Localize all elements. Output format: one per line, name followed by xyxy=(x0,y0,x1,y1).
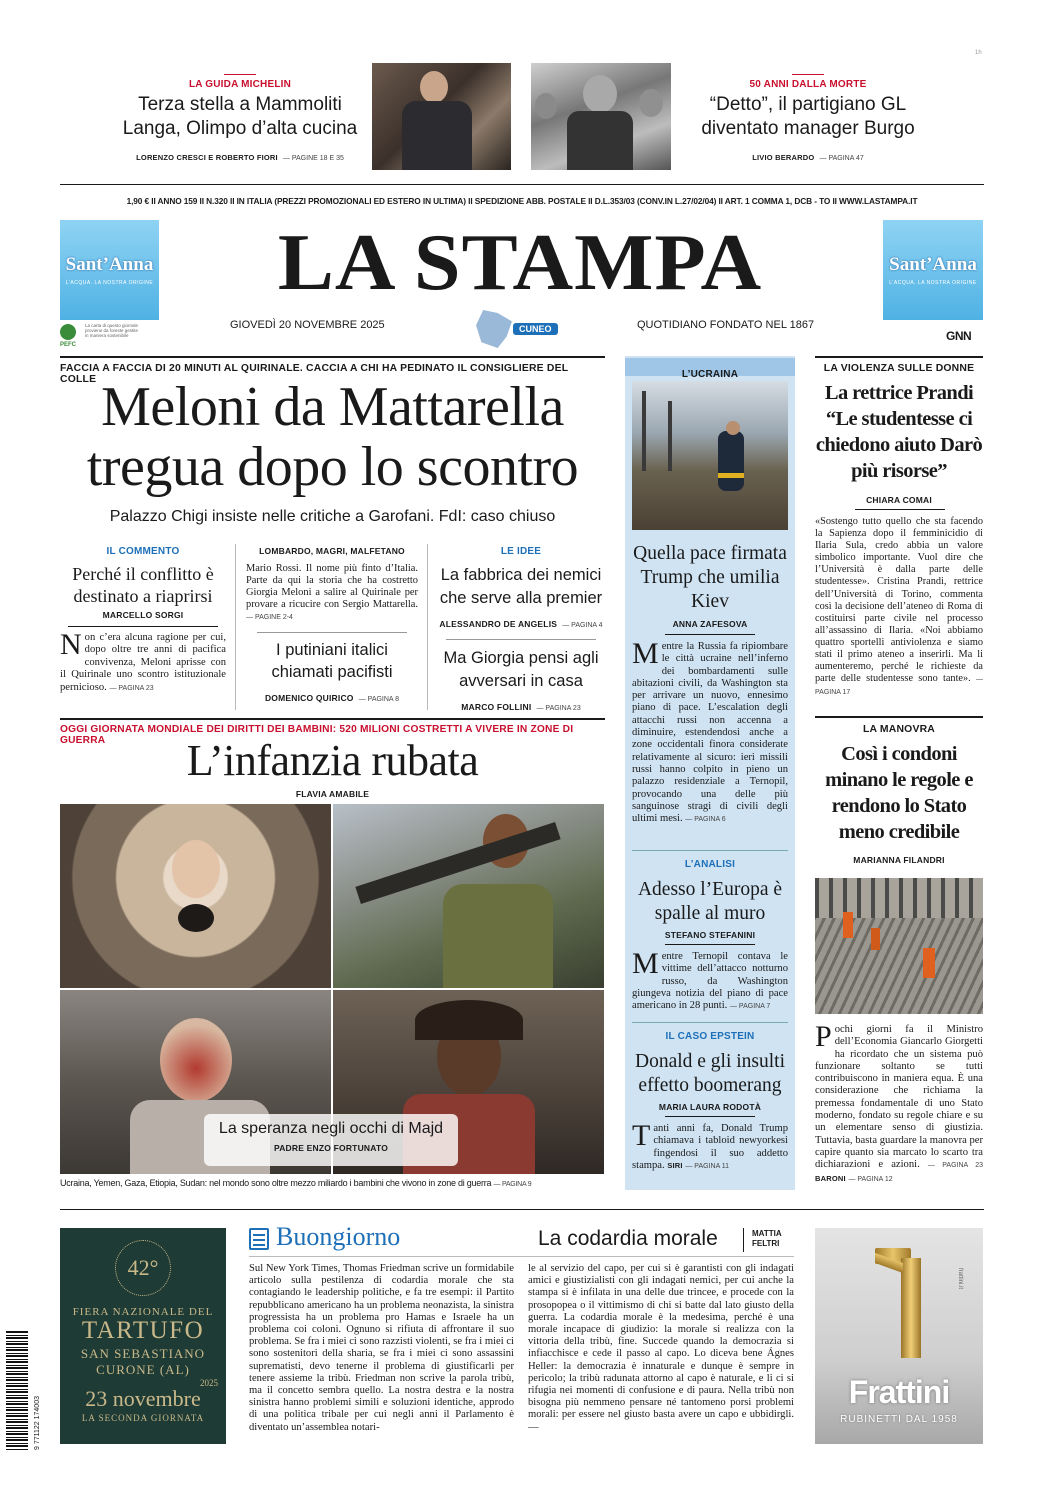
masthead-title[interactable]: LA STAMPA xyxy=(277,217,763,308)
teaser-detto-page: — PAGINA 47 xyxy=(819,155,864,162)
frattini-brand: Frattini xyxy=(848,1374,950,1410)
tartufo-line4: CURONE (AL) xyxy=(96,1362,190,1377)
idee-page: — PAGINA 4 xyxy=(562,622,603,629)
manovra-byline: MARIANNA FILANDRI xyxy=(853,855,945,865)
photo-construction xyxy=(815,878,983,1014)
buongiorno-author-1: MATTIA xyxy=(752,1229,782,1238)
ad-frattini[interactable] xyxy=(815,1228,983,1444)
tartufo-sub: LA SECONDA GIORNATA xyxy=(81,1413,205,1423)
infanzia-caption-row xyxy=(60,1178,605,1188)
right-body: «Sostengo tutto quello che sta facendo la Sapienza dopo il femminicidio di Ilaria Sula, credo abbia un valore simbolico importante. Vuol dire che l’Università è dalla parte delle studentesse». Cristina Prandi, rettrice dell’Università di Torino, commenta così la decisione dell’ateneo di Roma di costituirsi parte civile nel processo all’assassino di Ilaria. «Noi abbiamo quattro sportelli antiviolenza e siamo stati il primo ateneo a inserirli. Ma li aumenteremo, perché le richieste da parte delle studentesse sono tante». xyxy=(815,516,983,685)
teaser-detto-title-1: “Detto”, il partigiano GL xyxy=(709,94,907,115)
right-top-rule xyxy=(815,356,983,358)
santanna-sub-left: L’ACQUA. LA NOSTRA ORIGINE xyxy=(65,280,154,286)
idee-byline: ALESSANDRO DE ANGELIS xyxy=(439,619,558,629)
analisi-kicker: L’ANALISI xyxy=(684,859,736,870)
majd-title: La speranza negli occhi di Majd xyxy=(218,1120,444,1137)
epstein-page: — PAGINA 11 xyxy=(685,1162,730,1170)
commento-page: — PAGINA 23 xyxy=(109,684,154,692)
idee-kicker: LE IDEE xyxy=(500,546,542,557)
infanzia-byline: FLAVIA AMABILE xyxy=(295,789,370,799)
analisi-page: — PAGINA 7 xyxy=(729,1003,771,1011)
center-title: I putiniani italici chiamati pacifisti xyxy=(271,641,393,681)
col-divider-2 xyxy=(427,544,428,710)
analisi-title[interactable]: Adesso l’Europa è spalle al muro xyxy=(637,879,783,924)
photo-partigiano xyxy=(531,63,671,170)
manovra-tail: BARONI xyxy=(815,1173,846,1183)
photo-child-blanket xyxy=(60,804,331,988)
epstein-byline-rule xyxy=(665,1116,755,1117)
barcode-number: 9 771122 174003 xyxy=(34,1396,41,1450)
photo-chef xyxy=(372,63,511,170)
center-title-byline: DOMENICO QUIRICO xyxy=(264,693,354,703)
buongiorno-rule xyxy=(249,1256,794,1257)
commento-title: Perché il conflitto è destinato a riaprirsi xyxy=(72,564,214,606)
pefc-label: PEFC xyxy=(60,342,77,348)
tartufo-line2: TARTUFO xyxy=(81,1317,205,1344)
epstein-kicker: IL CASO EPSTEIN xyxy=(665,1031,755,1042)
ad-tartufo[interactable] xyxy=(60,1228,226,1444)
tartufo-date: 23 novembre xyxy=(85,1386,201,1411)
epstein-rule xyxy=(632,1022,788,1023)
idee-byline-2: MARCO FOLLINI xyxy=(461,702,532,712)
center-body: Mario Rossi. Il nome più finto d’Italia. Parte da qui la storia che ha costretto Giorgia Meloni a salire al Quirinale per provare a ricucire con Sergio Mattarella. xyxy=(246,563,418,610)
epstein-byline: MARIA LAURA RODOTÀ xyxy=(658,1102,762,1112)
ucraina-kicker-bar xyxy=(625,358,795,380)
majd-overlay[interactable] xyxy=(204,1114,458,1166)
teaser-michelin[interactable] xyxy=(110,74,370,164)
manovra-title[interactable]: Così i condoni minano le regole e rendono lo Stato meno credibile xyxy=(825,743,973,843)
ucraina-article[interactable] xyxy=(632,637,788,826)
masthead-founded: QUOTIDIANO FONDATO NEL 1867 xyxy=(637,319,815,331)
bottom-divider xyxy=(60,1209,984,1210)
infanzia-caption-page: — PAGINA 9 xyxy=(493,1181,532,1188)
epstein-title[interactable]: Donald e gli insulti effetto boomerang xyxy=(634,1051,786,1096)
analisi-rule xyxy=(632,850,788,851)
manovra-page: — PAGINA 23 xyxy=(927,1162,983,1170)
analisi-body: entre Ternopil contava le vittime dell’attacco notturno russo, da Washington giungeva notizia del piano di pace americano in 28 punti. xyxy=(632,951,788,1012)
lead-top-rule xyxy=(60,356,605,358)
top-divider xyxy=(60,184,984,185)
teaser-detto-kicker: 50 ANNI DALLA MORTE xyxy=(749,79,867,90)
buongiorno-author xyxy=(752,1229,782,1249)
santanna-sub-right: L’ACQUA. LA NOSTRA ORIGINE xyxy=(889,280,977,286)
photo-child-gun xyxy=(333,804,604,988)
ucraina-dropcap: M xyxy=(632,637,659,670)
buongiorno-col2[interactable]: le al servizio del capo, per cui si è garantisti con gli indagati amici e giustizialisti con gli indagati nemici, per cui anche la stampa si è infilata in una delle due trincee, e procede con la prosopopea o il vittimismo di chi si batte dal lato giusto della guerra. La codardia morale è la medesima, perché è una morale incapace di giudizio: la morale si realizza con la vittoria della tribù, fine. Succede quando la democrazia si infiacchisce e cede il passo al capo. Lo diceva bene Ágnes Heller: la democrazia è innaturale e dunque è sempre in pericolo; la tribù radunata attorno al capo è naturale, e li ci si rifugia nei momenti di confusione e di paura. Nella tribù non bisogna più nemmeno pensare né tantomeno porsi problemi morali: per essere nel giusto basta avere un capo e ubbidirgli. — xyxy=(528,1263,794,1433)
santanna-logo-right: Sant’Anna xyxy=(889,254,977,275)
buongiorno-title[interactable]: Buongiorno xyxy=(276,1222,401,1251)
commento-dropcap: N xyxy=(60,628,82,661)
infanzia-kicker: OGGI GIORNATA MONDIALE DEI DIRITTI DEI BAMBINI: 520 MILIONI COSTRETTI A VIVERE IN ZONE DI GUERRA xyxy=(60,724,574,746)
commento-byline: MARCELLO SORGI xyxy=(102,610,184,620)
lead-kicker: FACCIA A FACCIA DI 20 MINUTI AL QUIRINALE. CACCIA A CHI HA PEDINATO IL CONSIGLIERE DEL COLLE xyxy=(60,363,569,385)
epstein-article[interactable] xyxy=(632,1119,788,1173)
epstein-body: anti anni fa, Donald Trump chiamava i tabloid newyorkesi fingendosi il suo addetto stampa. xyxy=(632,1123,788,1171)
teaser-michelin-title-2: Langa, Olimpo d’alta cucina xyxy=(122,118,358,139)
ucraina-rule xyxy=(665,634,755,635)
pefc-icon xyxy=(60,324,76,340)
info-bar: 1,90 € II ANNO 159 II N.320 II IN ITALIA (PREZZI PROMOZIONALI ED ESTERO IN ULTIMA) II SPEDIZIONE ABB. POSTALE II D.L.353/03 (CONV.IN L.27/02/04) II ART. 1 COMMA 1, DCB - TO II WWW.LASTAMPA.IT xyxy=(126,196,918,206)
manovra-article[interactable] xyxy=(815,1020,983,1186)
tartufo-number: 42° xyxy=(127,1255,159,1280)
right-byline: CHIARA COMAI xyxy=(866,495,932,505)
piemonte-map-icon xyxy=(476,310,512,348)
idee-title-2: Ma Giorgia pensi agli avversari in casa xyxy=(443,649,599,690)
right-title[interactable]: La rettrice Prandi “Le studentesse ci chiedono aiuto Darò più risorse” xyxy=(815,382,983,482)
right-byline-rule xyxy=(855,509,945,510)
analisi-byline: STEFANO STEFANINI xyxy=(664,930,756,940)
epstein-dropcap: T xyxy=(632,1119,651,1152)
tartufo-year: 2025 xyxy=(200,1378,218,1388)
center-title-page: — PAGINA 8 xyxy=(358,696,400,703)
col-divider-1 xyxy=(235,544,236,710)
teaser-detto[interactable] xyxy=(678,74,938,164)
barcode xyxy=(6,1330,28,1450)
epstein-tail: SIRI xyxy=(667,1160,683,1170)
manovra-dropcap: P xyxy=(815,1020,832,1053)
teaser-detto-title-2: diventato manager Burgo xyxy=(701,118,915,139)
tartufo-line3: SAN SEBASTIANO xyxy=(80,1346,206,1361)
tartufo-line1: FIERA NAZIONALE DEL xyxy=(72,1306,214,1318)
manovra-kicker: LA MANOVRA xyxy=(862,724,936,735)
buongiorno-author-rule xyxy=(743,1228,744,1252)
commento-kicker: IL COMMENTO xyxy=(106,546,180,557)
idee-page-2: — PAGINA 23 xyxy=(536,705,581,712)
corner-mark: 1h xyxy=(975,50,982,56)
ucraina-title[interactable]: Quella pace firmata Trump che umilia Kiev xyxy=(633,543,787,612)
infanzia-headline[interactable]: L’infanzia rubata xyxy=(186,736,479,785)
majd-byline: PADRE ENZO FORTUNATO xyxy=(273,1143,389,1153)
ucraina-byline: ANNA ZAFESOVA xyxy=(672,619,748,629)
analisi-dropcap: M xyxy=(632,947,659,980)
masthead-date: GIOVEDÌ 20 NOVEMBRE 2025 xyxy=(230,319,385,331)
edition-badge[interactable]: CUNEO xyxy=(513,323,558,335)
ucraina-kicker: L’UCRAINA xyxy=(681,369,739,380)
teaser-michelin-byline: LORENZO CRESCI E ROBERTO FIORI xyxy=(136,153,278,162)
ad-santanna-left[interactable] xyxy=(60,220,159,320)
lead-headline-2[interactable]: tregua dopo lo scontro xyxy=(86,436,579,498)
manovra-top-rule xyxy=(815,716,983,718)
frattini-sub: RUBINETTI DAL 1958 xyxy=(840,1414,958,1425)
manovra-body: ochi giorni fa il Ministro dell’Economia Giancarlo Giorgetti ha ricordato che un sistema può funzionare soltanto se tutti contribuiscono in maniera equa. È una considerazione che richiama la premessa fondamentale di uno Stato moderno, fondato su regole chiare e su un elementare senso di giustizia. Tuttavia, basta guardare la manovra per capire quanto sia marcato lo scarto tra dichiarazioni e azioni. xyxy=(815,1024,983,1171)
buongiorno-subtitle[interactable]: La codardia morale xyxy=(538,1227,718,1250)
ad-santanna-right[interactable] xyxy=(883,220,983,320)
buongiorno-icon xyxy=(249,1228,269,1250)
ucraina-body: entre la Russia fa ripiombare le città ucraine nell’inferno dei bombardamenti sulle abitazioni civili, da Washington sta per arrivare un nuovo, ennesimo piano di pace. L’escalation degli attacchi russi non accenna a diminuire, estendendosi anche a zone occidentali finora considerate relativamente al sicuro: ieri missili russi hanno colpito in pieno un palazzo residenziale a Ternopil, provocando una delle più sanguinose stragi di civili degli ultimi mesi. xyxy=(632,641,788,825)
center-byline: LOMBARDO, MAGRI, MALFETANO xyxy=(259,546,405,556)
lead-headline-1[interactable]: Meloni da Mattarella xyxy=(101,376,564,438)
teaser-michelin-title-1: Terza stella a Mammoliti xyxy=(138,94,342,115)
commento-body: on c’era alcuna ragione per cui, dopo oltre tre anni di pacifica convivenza, Meloni aprisse con il Quirinale uno scontro istituzionale pernicioso. xyxy=(60,632,226,693)
ucraina-page: — PAGINA 6 xyxy=(685,816,726,824)
teaser-michelin-page: — PAGINE 18 E 35 xyxy=(282,155,344,162)
manovra-tail-page: — PAGINA 12 xyxy=(848,1175,893,1183)
right-article[interactable] xyxy=(815,516,983,699)
right-kicker: LA VIOLENZA SULLE DONNE xyxy=(823,363,975,374)
infanzia-top-rule xyxy=(60,718,605,720)
analisi-byline-rule xyxy=(665,944,755,945)
right-page: — PAGINA 17 xyxy=(815,676,983,697)
commento-article[interactable] xyxy=(60,546,226,695)
teaser-detto-byline: LIVIO BERARDO xyxy=(752,153,815,162)
pefc-note: La carta di questo giornale proviene da foreste gestite in maniera sostenibile xyxy=(85,323,139,338)
gnn-logo: GNN xyxy=(946,329,972,343)
center-article[interactable] xyxy=(246,546,418,705)
idee-title: La fabbrica dei nemici che serve alla premier xyxy=(439,566,603,607)
buongiorno-author-2: FELTRI xyxy=(752,1239,780,1248)
buongiorno-col1[interactable]: Sul New York Times, Thomas Friedman scrive un formidabile articolo sulla pestilenza di codardia morale che sta contagiando le leadership politiche, e fa tre esempi: il Partito repubblicano americano ha un problema neonazista, la sinistra progressista ha un problema pro Hamas e Israele ha un problema coi coloni. Ognuno si rifiuta di affrontare il suo problema. Se fra i miei ci sono razzisti violenti, se fra i miei ci sono sostenitori della sharia, se fra i miei ci sono assassini suprematisti, devo tenerne il problema di giustificarli per tenere assieme la tribù. Friedman non scrive la parola tribù, ma il concetto sembra quello. La nostra destra e la nostra sinistra hanno problemi simili e soluzioni identiche, approdo di una politica tribale per cui negli anni il Parlamento è diventato un’assemblea notari- xyxy=(249,1263,514,1433)
center-page: — PAGINE 2-4 xyxy=(246,614,293,621)
frattini-side: frattini.it xyxy=(957,1268,963,1290)
infanzia-caption: Ucraina, Yemen, Gaza, Etiopia, Sudan: nel mondo sono oltre mezzo miliardo i bambini che vivono in zone di guerra xyxy=(60,1178,492,1188)
photo-ucraina-rescue xyxy=(632,381,788,530)
santanna-logo-left: Sant’Anna xyxy=(65,254,154,275)
idee-article[interactable] xyxy=(436,546,606,714)
teaser-michelin-kicker: LA GUIDA MICHELIN xyxy=(188,79,292,90)
analisi-article[interactable] xyxy=(632,947,788,1013)
lead-sub: Palazzo Chigi insiste nelle critiche a Garofani. FdI: caso chiuso xyxy=(109,508,556,525)
